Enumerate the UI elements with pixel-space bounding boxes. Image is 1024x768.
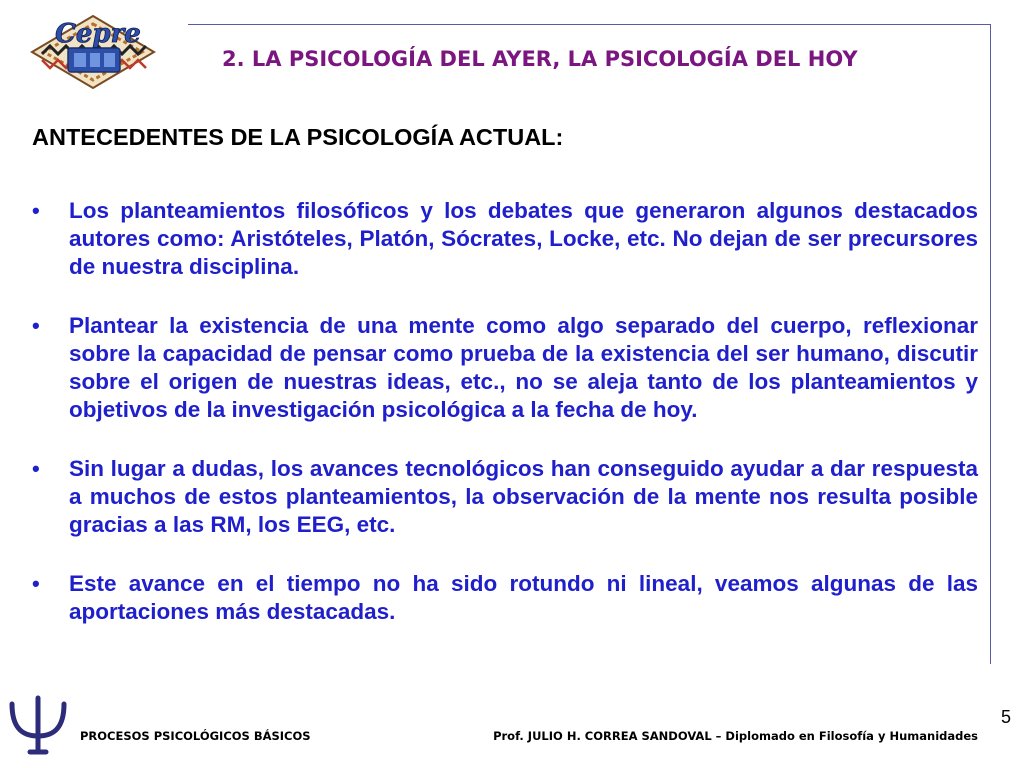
footer-author: Prof. JULIO H. CORREA SANDOVAL – Diplomado en Filosofía y Humanidades <box>493 729 978 743</box>
slide-title: 2. LA PSICOLOGÍA DEL AYER, LA PSICOLOGÍA DEL HOY <box>222 47 858 71</box>
list-item <box>32 197 978 281</box>
bullet-icon: • <box>32 571 40 596</box>
bullet-icon: • <box>32 198 40 223</box>
list-item <box>32 455 978 539</box>
psi-symbol-icon <box>6 694 70 756</box>
list-item <box>32 570 978 626</box>
bullet-icon: • <box>32 456 40 481</box>
bullet-text: Plantear la existencia de una mente como algo separado del cuerpo, reflexionar sobre la capacidad de pensar como prueba de la existencia del ser humano, discutir sobre el origen de nuestras ideas, etc., no se aleja tanto de los planteamientos y objetivos de la investigación psicológica a la fecha de hoy. <box>69 313 978 422</box>
cepre-logo-icon <box>28 10 158 90</box>
header-rule <box>188 24 991 25</box>
bullet-text: Los planteamientos filosóficos y los debates que generaron algunos destacados autores como: Aristóteles, Platón, Sócrates, Locke, etc. No dejan de ser precursores de nuestra disciplina. <box>69 198 978 279</box>
bullet-list <box>32 197 978 657</box>
section-heading: ANTECEDENTES DE LA PSICOLOGÍA ACTUAL: <box>32 124 564 150</box>
footer-course: PROCESOS PSICOLÓGICOS BÁSICOS <box>80 729 311 743</box>
page-number: 5 <box>1001 707 1012 727</box>
right-rule <box>990 24 991 664</box>
bullet-text: Este avance en el tiempo no ha sido rotundo ni lineal, veamos algunas de las aportaciones más destacadas. <box>69 571 978 624</box>
bullet-text: Sin lugar a dudas, los avances tecnológicos han conseguido ayudar a dar respuesta a muchos de estos planteamientos, la observación de la mente nos resulta posible gracias a las RM, los EEG, etc. <box>69 456 978 537</box>
list-item <box>32 312 978 424</box>
bullet-icon: • <box>32 313 40 338</box>
logo-text: Cepre <box>55 19 141 49</box>
